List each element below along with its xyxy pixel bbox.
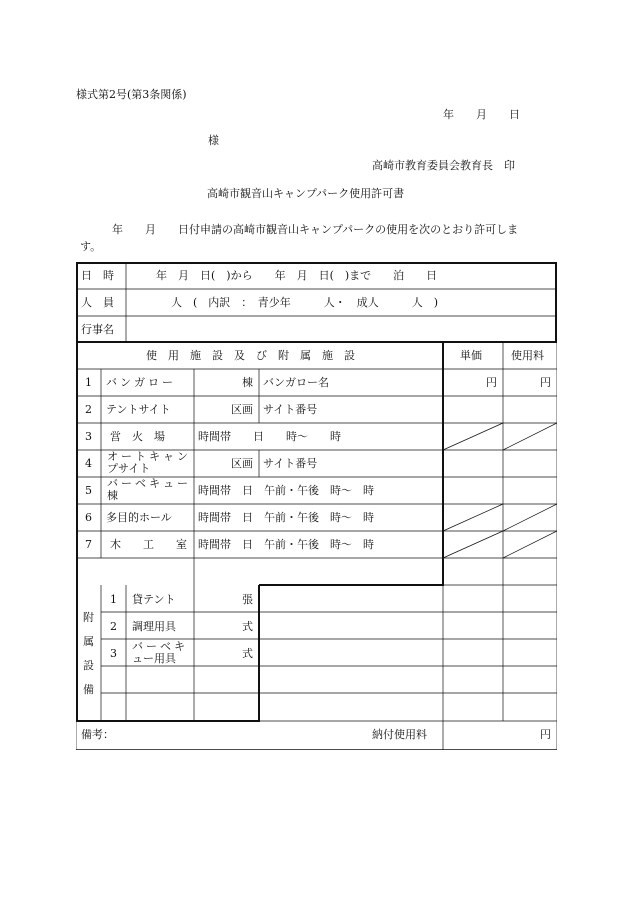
attached-no: 3	[110, 647, 117, 660]
date-value: 年 月 日( )から 年 月 日( )まで 泊 日	[156, 269, 438, 282]
people-value: 人 ( 内訳 ： 青少年 人・ 成人 人 )	[171, 296, 439, 309]
document-title: 高崎市観音山キャンプパーク使用許可書	[207, 187, 405, 200]
facility-unit: 区画	[231, 457, 253, 470]
facility-name: 木 工 室	[110, 538, 187, 551]
body-text-line2: す。	[80, 240, 102, 253]
facility-no: 5	[85, 484, 92, 497]
attached-label-char: 附	[83, 611, 94, 624]
permit-table	[76, 262, 557, 750]
fee-header: 使用料	[511, 349, 544, 362]
facility-detail: 時間帯 日 午前・午後 時〜 時	[198, 511, 374, 524]
paid-fee-yen: 円	[540, 728, 551, 741]
paid-fee-label: 納付使用料	[372, 728, 427, 741]
facility-detail: サイト番号	[263, 403, 318, 416]
attached-name: 調理用具	[132, 620, 176, 633]
facility-detail: 時間帯 日 午前・午後 時〜 時	[198, 484, 374, 497]
body-text-line1: 年 月 日付申請の高崎市観音山キャンプパークの使用を次のとおり許可しま	[112, 223, 519, 236]
facility-no: 6	[85, 511, 92, 524]
addressee-suffix: 様	[208, 134, 219, 147]
facility-detail: 時間帯 日 午前・午後 時〜 時	[198, 538, 374, 551]
attached-no: 2	[110, 620, 117, 633]
facility-no: 4	[85, 457, 92, 470]
facility-no: 2	[85, 403, 92, 416]
people-label: 人 員	[81, 296, 114, 309]
unit-price-header: 単価	[460, 349, 482, 362]
attached-unit: 式	[242, 647, 253, 660]
facility-name-line1: バーベキュー	[107, 477, 191, 490]
facility-name: 多目的ホール	[106, 511, 172, 524]
attached-name-line1: バーベキ	[132, 640, 188, 653]
attached-no: 1	[110, 593, 117, 606]
facility-name-line2: プサイト	[107, 462, 151, 475]
date-label: 日 時	[81, 269, 114, 282]
facility-no: 3	[85, 430, 92, 443]
fee-yen: 円	[540, 376, 551, 389]
event-label: 行事名	[81, 323, 114, 336]
unit-price-yen: 円	[486, 376, 497, 389]
facility-name: 営 火 場	[110, 430, 165, 443]
attached-label-char: 設	[83, 659, 94, 672]
facility-unit: 区画	[231, 403, 253, 416]
facility-name: バンガロー	[106, 376, 176, 389]
facility-detail: 時間帯 日 時〜 時	[198, 430, 341, 443]
facility-name: テントサイト	[106, 403, 171, 416]
date-line: 年 月 日	[443, 108, 520, 121]
issuer: 高崎市教育委員会教育長 印	[372, 159, 515, 172]
attached-label-char: 属	[83, 635, 94, 648]
attached-name-line2: ュー用具	[132, 652, 176, 665]
facility-detail: バンガロー名	[263, 376, 329, 389]
remarks-label: 備考：	[81, 728, 114, 741]
facility-name-line1: オートキャン	[107, 450, 191, 463]
facility-detail: サイト番号	[263, 457, 318, 470]
attached-unit: 張	[242, 593, 253, 606]
attached-unit: 式	[242, 620, 253, 633]
form-number: 様式第2号(第3条関係)	[76, 88, 187, 101]
attached-label-char: 備	[83, 683, 94, 696]
facility-unit: 棟	[242, 376, 253, 389]
facility-no: 1	[85, 376, 92, 389]
facility-name-line2: 棟	[107, 489, 118, 502]
attached-name: 貸テント	[132, 593, 176, 606]
table-grid	[76, 262, 557, 750]
facility-no: 7	[85, 538, 92, 551]
facility-header: 使 用 施 設 及 び 附 属 施 設	[146, 349, 355, 362]
